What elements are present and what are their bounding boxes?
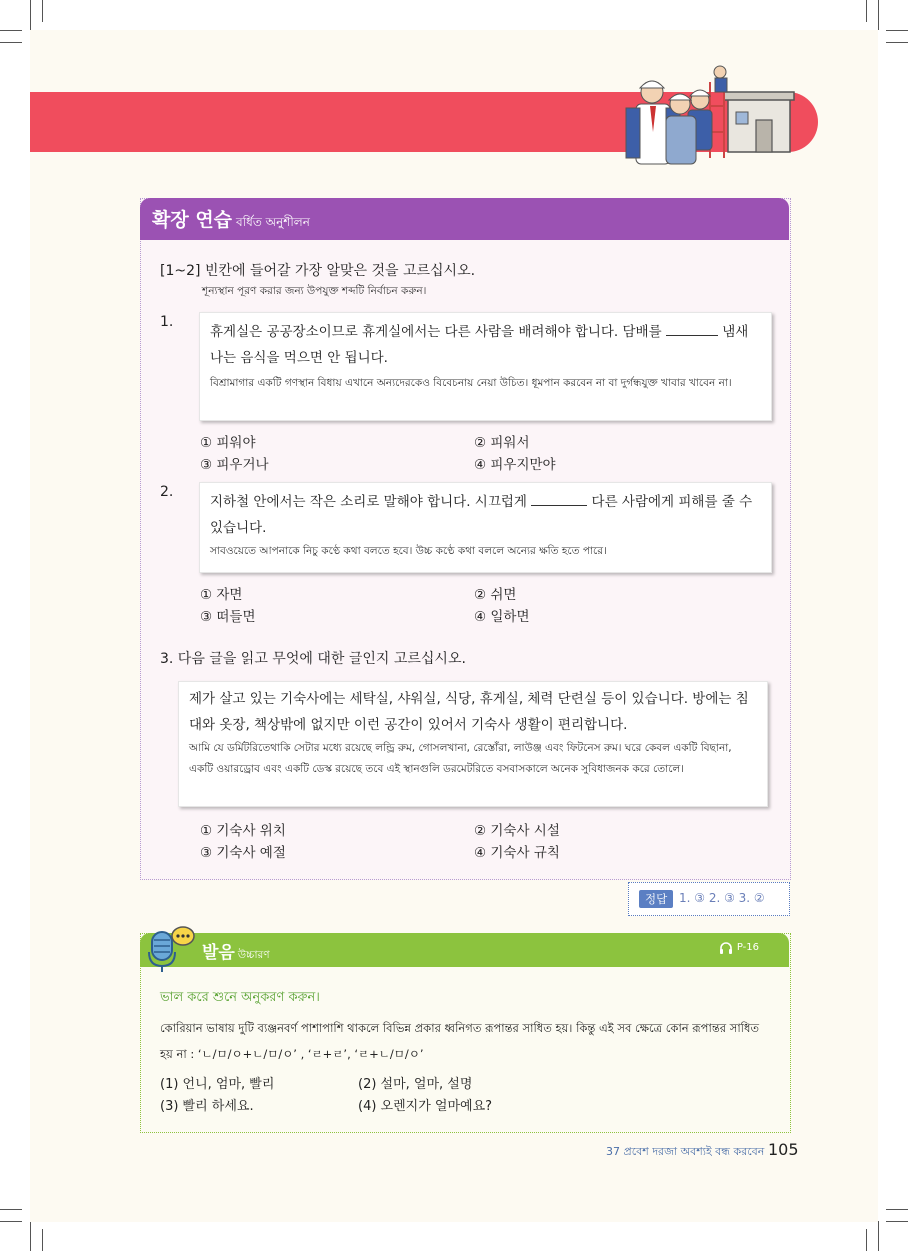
instruction-sub: শূন্যস্থান পূরণ করার জন্য উপযুক্ত শব্দটি নির্বাচন করুন।	[202, 285, 427, 297]
question-translation: সাবওয়েতে আপনাকে নিচু কণ্ঠে কথা বলতে হবে। উচ্চ কণ্ঠে কথা বললে অন্যের ক্ষতি হতে পারে।	[210, 545, 607, 557]
option[interactable]: ③ 피우거나	[200, 457, 269, 473]
option[interactable]: ① 자면	[200, 587, 243, 603]
crop-mark	[42, 0, 43, 22]
crop-mark	[42, 1229, 43, 1251]
question-number: 3. 다음 글을 읽고 무엇에 대한 글인지 고르십시오.	[160, 651, 466, 667]
answer-blank	[666, 323, 718, 336]
audio-track-number[interactable]: P-16	[736, 942, 759, 953]
question-text-before: 휴게실은 공공장소이므로 휴게실에서는 다른 사람을 배려해야 합니다. 담배를	[210, 324, 662, 340]
question-box	[178, 681, 768, 807]
question-number: 2.	[160, 484, 174, 500]
pronunciation-description: কোরিয়ান ভাষায় দুটি ব্যঞ্জনবর্ণ পাশাপাশি থাকলে বিভিন্ন প্রকার ধ্বনিগত রূপান্তর সাধিত হয়। কিন্তু এই সব ক্ষেত্রে কোন রূপান্তর সাধিত হয় না : ‘ㄴ/ㅁ/ㅇ+ㄴ/ㅁ/ㅇ’ , ‘ㄹ+ㄹ’, ‘ㄹ+ㄴ/ㅁ/ㅇ’	[160, 1021, 760, 1061]
option[interactable]: ④ 일하면	[474, 609, 530, 625]
crop-mark	[30, 1221, 31, 1251]
crop-mark	[886, 30, 908, 31]
crop-mark	[30, 0, 31, 30]
question-text-after: 냄새 나는 음식을 먹으면 안 됩니다.	[210, 324, 749, 366]
chapter-footer: 37 প্রবেশ দরজা অবশ্যই বন্ধ করবেন	[606, 1145, 765, 1158]
option[interactable]: ② 쉬면	[474, 587, 517, 603]
option[interactable]: ② 기숙사 시설	[474, 823, 560, 839]
option[interactable]: ② 피워서	[474, 435, 530, 451]
question-number: 1.	[160, 314, 174, 330]
workers-illustration	[620, 62, 810, 166]
instruction: [1~2] 빈칸에 들어갈 가장 알맞은 것을 고르십시오.	[160, 263, 476, 279]
question-translation: আমি যে ডর্মিটরিতেথাকি সেটার মধ্যে রয়েছে লন্ড্রি রুম, গোসলখানা, রেস্তোঁরা, লাউঞ্জ এবং ফিটনেস রুম। ঘরে কেবল একটি বিছানা, একটি ওয়ারড্রোব এবং একটি ডেস্ক রয়েছে তবে এই স্থানগুলি ডরমেটরিতে বসবাসকালে অনেক সুবিধাজনক করে তোলে।	[189, 742, 732, 775]
crop-mark	[886, 1221, 908, 1222]
question-text-after: 다른 사람에게 피해를 줄 수 있습니다.	[210, 494, 753, 536]
option[interactable]: ① 기숙사 위치	[200, 823, 286, 839]
question-translation: বিশ্রামাগার একটি গণস্থান বিধায় এখানে অন্যদেরকেও বিবেচনায় নেয়া উচিত। ধূমপান করবেন না বা দুর্গন্ধযুক্ত খাবার খাবেন না।	[210, 377, 732, 389]
answer-blank	[531, 493, 587, 506]
option[interactable]: ④ 기숙사 규칙	[474, 845, 560, 861]
pronunciation-item: (1) 언니, 엄마, 빨리	[160, 1077, 275, 1092]
crop-mark	[0, 30, 22, 31]
question-text: 제가 살고 있는 기숙사에는 세탁실, 샤워실, 식당, 휴게실, 체력 단련실 등이 있습니다. 방에는 침대와 옷장, 책상밖에 없지만 이런 공간이 있어서 기숙사 생활이 편리합니다.	[189, 691, 749, 733]
crop-mark	[866, 0, 867, 22]
pronunciation-header	[140, 933, 789, 967]
pronunciation-title: 발음 উচ্চারণ	[202, 943, 270, 963]
answer-text: 1. ③ 2. ③ 3. ②	[679, 891, 765, 905]
question-text	[210, 319, 764, 371]
extension-title-sub: বর্ধিত অনুশীলন	[236, 215, 310, 229]
question-text	[210, 489, 764, 541]
crop-mark	[0, 1221, 22, 1222]
pronunciation-item: (4) 오렌지가 얼마예요?	[358, 1099, 493, 1114]
answer-key	[628, 882, 790, 916]
crop-mark	[886, 42, 908, 43]
pronunciation-title-sub: উচ্চারণ	[237, 949, 270, 961]
page-number: 105	[768, 1140, 799, 1159]
question-box	[199, 482, 772, 573]
extension-title: 확장 연습 বর্ধিত অনুশীলন	[152, 209, 310, 231]
option[interactable]: ③ 기숙사 예절	[200, 845, 286, 861]
question-box	[199, 312, 772, 421]
answer-label: 정답	[639, 890, 673, 908]
crop-mark	[866, 1229, 867, 1251]
microphone-icon	[146, 922, 196, 974]
crop-mark	[878, 0, 879, 30]
crop-mark	[0, 1209, 22, 1210]
extension-practice-header	[140, 198, 789, 240]
question-text-before: 지하철 안에서는 작은 소리로 말해야 합니다. 시끄럽게	[210, 494, 527, 510]
pronunciation-instruction: ভাল করে শুনে অনুকরণ করুন।	[160, 990, 320, 1005]
pronunciation-item: (3) 빨리 하세요.	[160, 1099, 254, 1114]
crop-mark	[886, 1209, 908, 1210]
pronunciation-item: (2) 설마, 얼마, 설명	[358, 1077, 473, 1092]
option[interactable]: ① 피워야	[200, 435, 256, 451]
crop-mark	[878, 1221, 879, 1251]
headphone-icon[interactable]	[719, 941, 733, 955]
option[interactable]: ③ 떠들면	[200, 609, 256, 625]
option[interactable]: ④ 피우지만야	[474, 457, 556, 473]
crop-mark	[0, 42, 22, 43]
